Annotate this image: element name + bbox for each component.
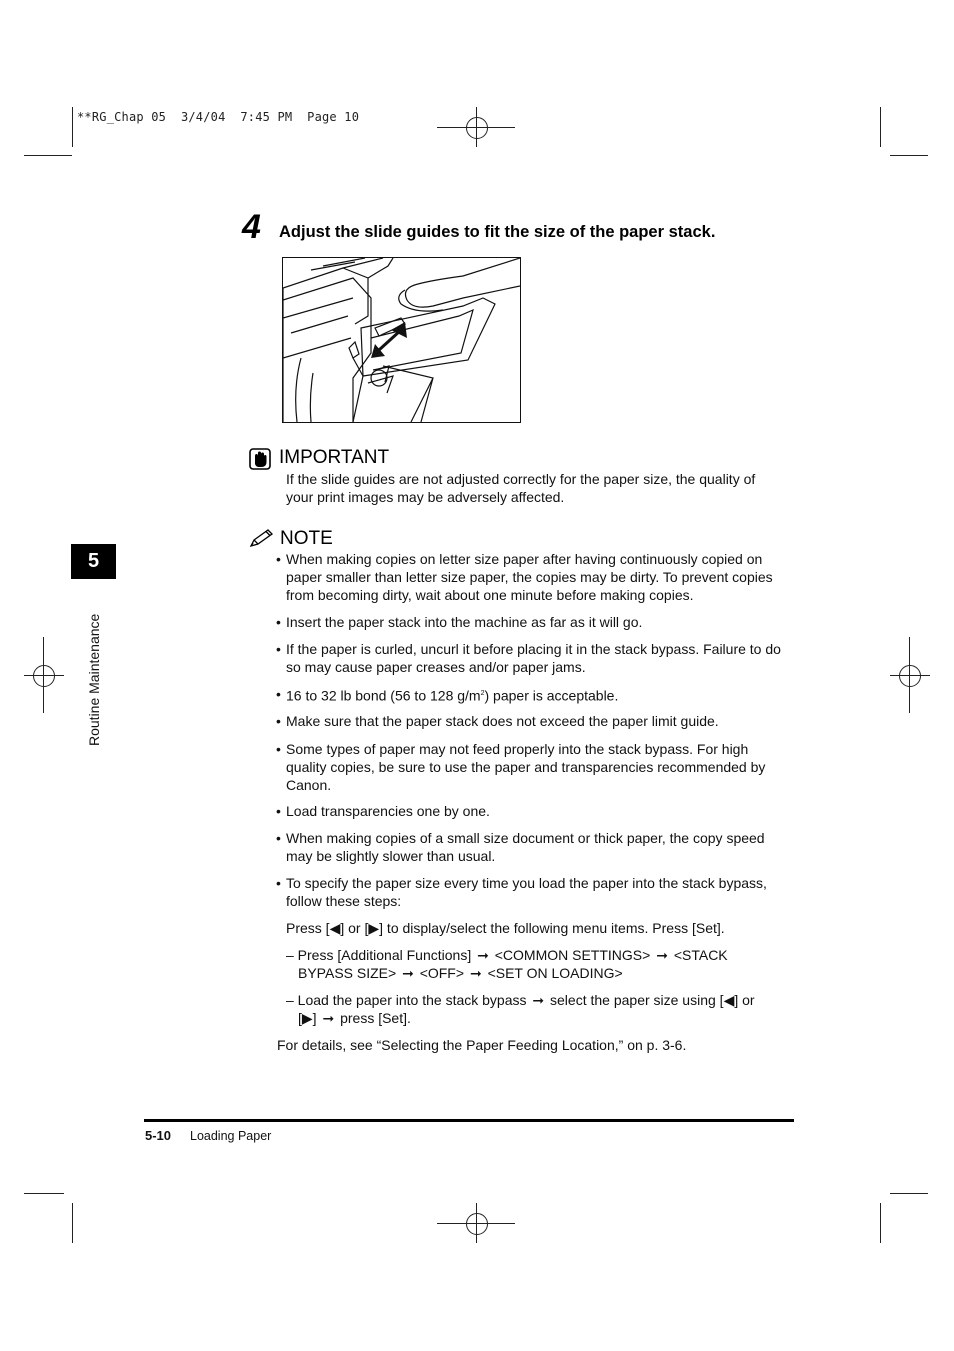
note-bullet	[276, 685, 796, 705]
bullet-dot: •	[276, 875, 281, 891]
menu-path-text: ]	[312, 1010, 317, 1026]
press-instruction	[286, 919, 725, 937]
left-arrow-icon: ◀	[723, 992, 735, 1008]
pencil-icon	[249, 528, 275, 548]
press-text: Press [	[286, 920, 330, 936]
note-line: Canon.	[286, 777, 332, 793]
crop-mark	[890, 1193, 928, 1194]
note-line: paper smaller than letter size paper, the copies may be dirty. To prevent copies	[286, 569, 773, 585]
note-line: Some types of paper may not feed properly into the stack bypass. For high	[286, 741, 749, 757]
menu-path-step-cont	[298, 1009, 411, 1027]
step-number: 4	[242, 208, 261, 246]
right-arrow-icon: ▶	[368, 920, 380, 936]
menu-path-text: – Press [Additional Functions]	[286, 947, 472, 963]
note-line	[276, 685, 796, 705]
print-slug: **RG_Chap 05 3/4/04 7:45 PM Page 10	[77, 110, 360, 124]
bullet-dot: •	[276, 713, 281, 729]
hand-stop-icon	[249, 448, 271, 470]
section-title: Loading Paper	[190, 1129, 272, 1143]
crop-mark	[890, 155, 928, 156]
note-line: follow these steps:	[286, 893, 402, 909]
right-long-arrow-icon: ➞	[656, 947, 668, 963]
right-long-arrow-icon: ➞	[469, 965, 482, 981]
note-bullet	[276, 740, 796, 794]
menu-path-text: <SET ON LOADING>	[487, 965, 623, 981]
registration-circle	[466, 117, 488, 139]
menu-path-step	[286, 991, 755, 1009]
note-bullet	[276, 712, 796, 730]
bullet-dot: •	[276, 551, 281, 567]
note-bullet	[276, 613, 796, 631]
menu-path-text: <STACK	[673, 947, 728, 963]
note-bullet	[276, 640, 796, 676]
menu-path-text: select the paper size using [	[550, 992, 724, 1008]
right-long-arrow-icon: ➞	[477, 947, 489, 963]
left-arrow-icon: ◀	[329, 920, 341, 936]
bullet-dot: •	[276, 803, 281, 819]
chapter-tab: 5	[71, 544, 116, 579]
bullet-dot: •	[276, 641, 281, 657]
note-line: so may cause paper creases and/or paper jams.	[286, 659, 586, 675]
chapter-title: Routine Maintenance	[86, 613, 102, 746]
menu-path-step-cont	[298, 964, 623, 982]
registration-circle	[33, 665, 55, 687]
machine-drawing	[283, 258, 520, 422]
note-heading: NOTE	[280, 528, 333, 549]
note-bullet	[276, 829, 796, 865]
important-heading: IMPORTANT	[279, 447, 390, 468]
crop-mark	[24, 1193, 64, 1194]
crop-mark	[72, 107, 73, 147]
registration-circle	[466, 1213, 488, 1235]
right-long-arrow-icon: ➞	[402, 965, 414, 981]
press-text: ] to display/select the following menu items. Press [Set].	[379, 920, 725, 936]
menu-path-text: [	[298, 1010, 302, 1026]
note-bullet	[276, 874, 796, 910]
note-text: ) paper is acceptable.	[484, 687, 619, 704]
menu-path-text: BYPASS SIZE>	[298, 965, 397, 981]
superscript: 2	[480, 690, 485, 697]
note-line: When making copies of a small size document or thick paper, the copy speed	[286, 830, 765, 846]
note-bullet	[276, 550, 796, 604]
registration-circle	[899, 665, 921, 687]
note-line: quality copies, be sure to use the paper and transparencies recommended by	[286, 759, 766, 775]
note-line: may be slightly slower than usual.	[286, 848, 496, 864]
note-line: If the paper is curled, uncurl it before placing it in the stack bypass. Failure to do	[286, 641, 781, 657]
note-line: Insert the paper stack into the machine as far as it will go.	[286, 614, 643, 630]
stack-bypass-illustration	[282, 257, 521, 423]
right-long-arrow-icon: ➞	[532, 992, 545, 1008]
right-arrow-icon: ▶	[301, 1010, 313, 1026]
right-long-arrow-icon: ➞	[322, 1010, 335, 1026]
step-instruction: Adjust the slide guides to fit the size of the paper stack.	[279, 223, 716, 241]
note-line: Make sure that the paper stack does not exceed the paper limit guide.	[286, 713, 719, 729]
menu-path-text: <COMMON SETTINGS>	[494, 947, 651, 963]
bullet-dot: •	[276, 686, 281, 702]
footer-rule	[144, 1119, 794, 1122]
bullet-dot: •	[276, 741, 281, 757]
menu-path-step	[286, 946, 728, 964]
menu-path-text: press [Set].	[340, 1010, 411, 1026]
important-text-line: your print images may be adversely affected.	[286, 489, 565, 505]
bullet-dot: •	[276, 830, 281, 846]
page-number: 5-10	[145, 1128, 172, 1143]
details-reference: For details, see “Selecting the Paper Feeding Location,” on p. 3-6.	[277, 1037, 687, 1053]
menu-path-text: – Load the paper into the stack bypass	[286, 992, 527, 1008]
menu-path-text: <OFF>	[419, 965, 465, 981]
crop-mark	[24, 155, 72, 156]
note-line: Load transparencies one by one.	[286, 803, 490, 819]
crop-mark	[72, 1203, 73, 1243]
note-line: When making copies on letter size paper after having continuously copied on	[286, 551, 763, 567]
important-text-line: If the slide guides are not adjusted correctly for the paper size, the quality of	[286, 471, 756, 487]
crop-mark	[880, 107, 881, 147]
note-line: from becoming dirty, wait about one minute before making copies.	[286, 587, 694, 603]
note-bullet	[276, 802, 796, 820]
menu-path-text: ] or	[734, 992, 755, 1008]
note-text: 16 to 32 lb bond (56 to 128 g/m	[286, 687, 481, 704]
press-text: ] or [	[340, 920, 369, 936]
crop-mark	[880, 1203, 881, 1243]
bullet-dot: •	[276, 614, 281, 630]
note-line: To specify the paper size every time you load the paper into the stack bypass,	[286, 875, 767, 891]
